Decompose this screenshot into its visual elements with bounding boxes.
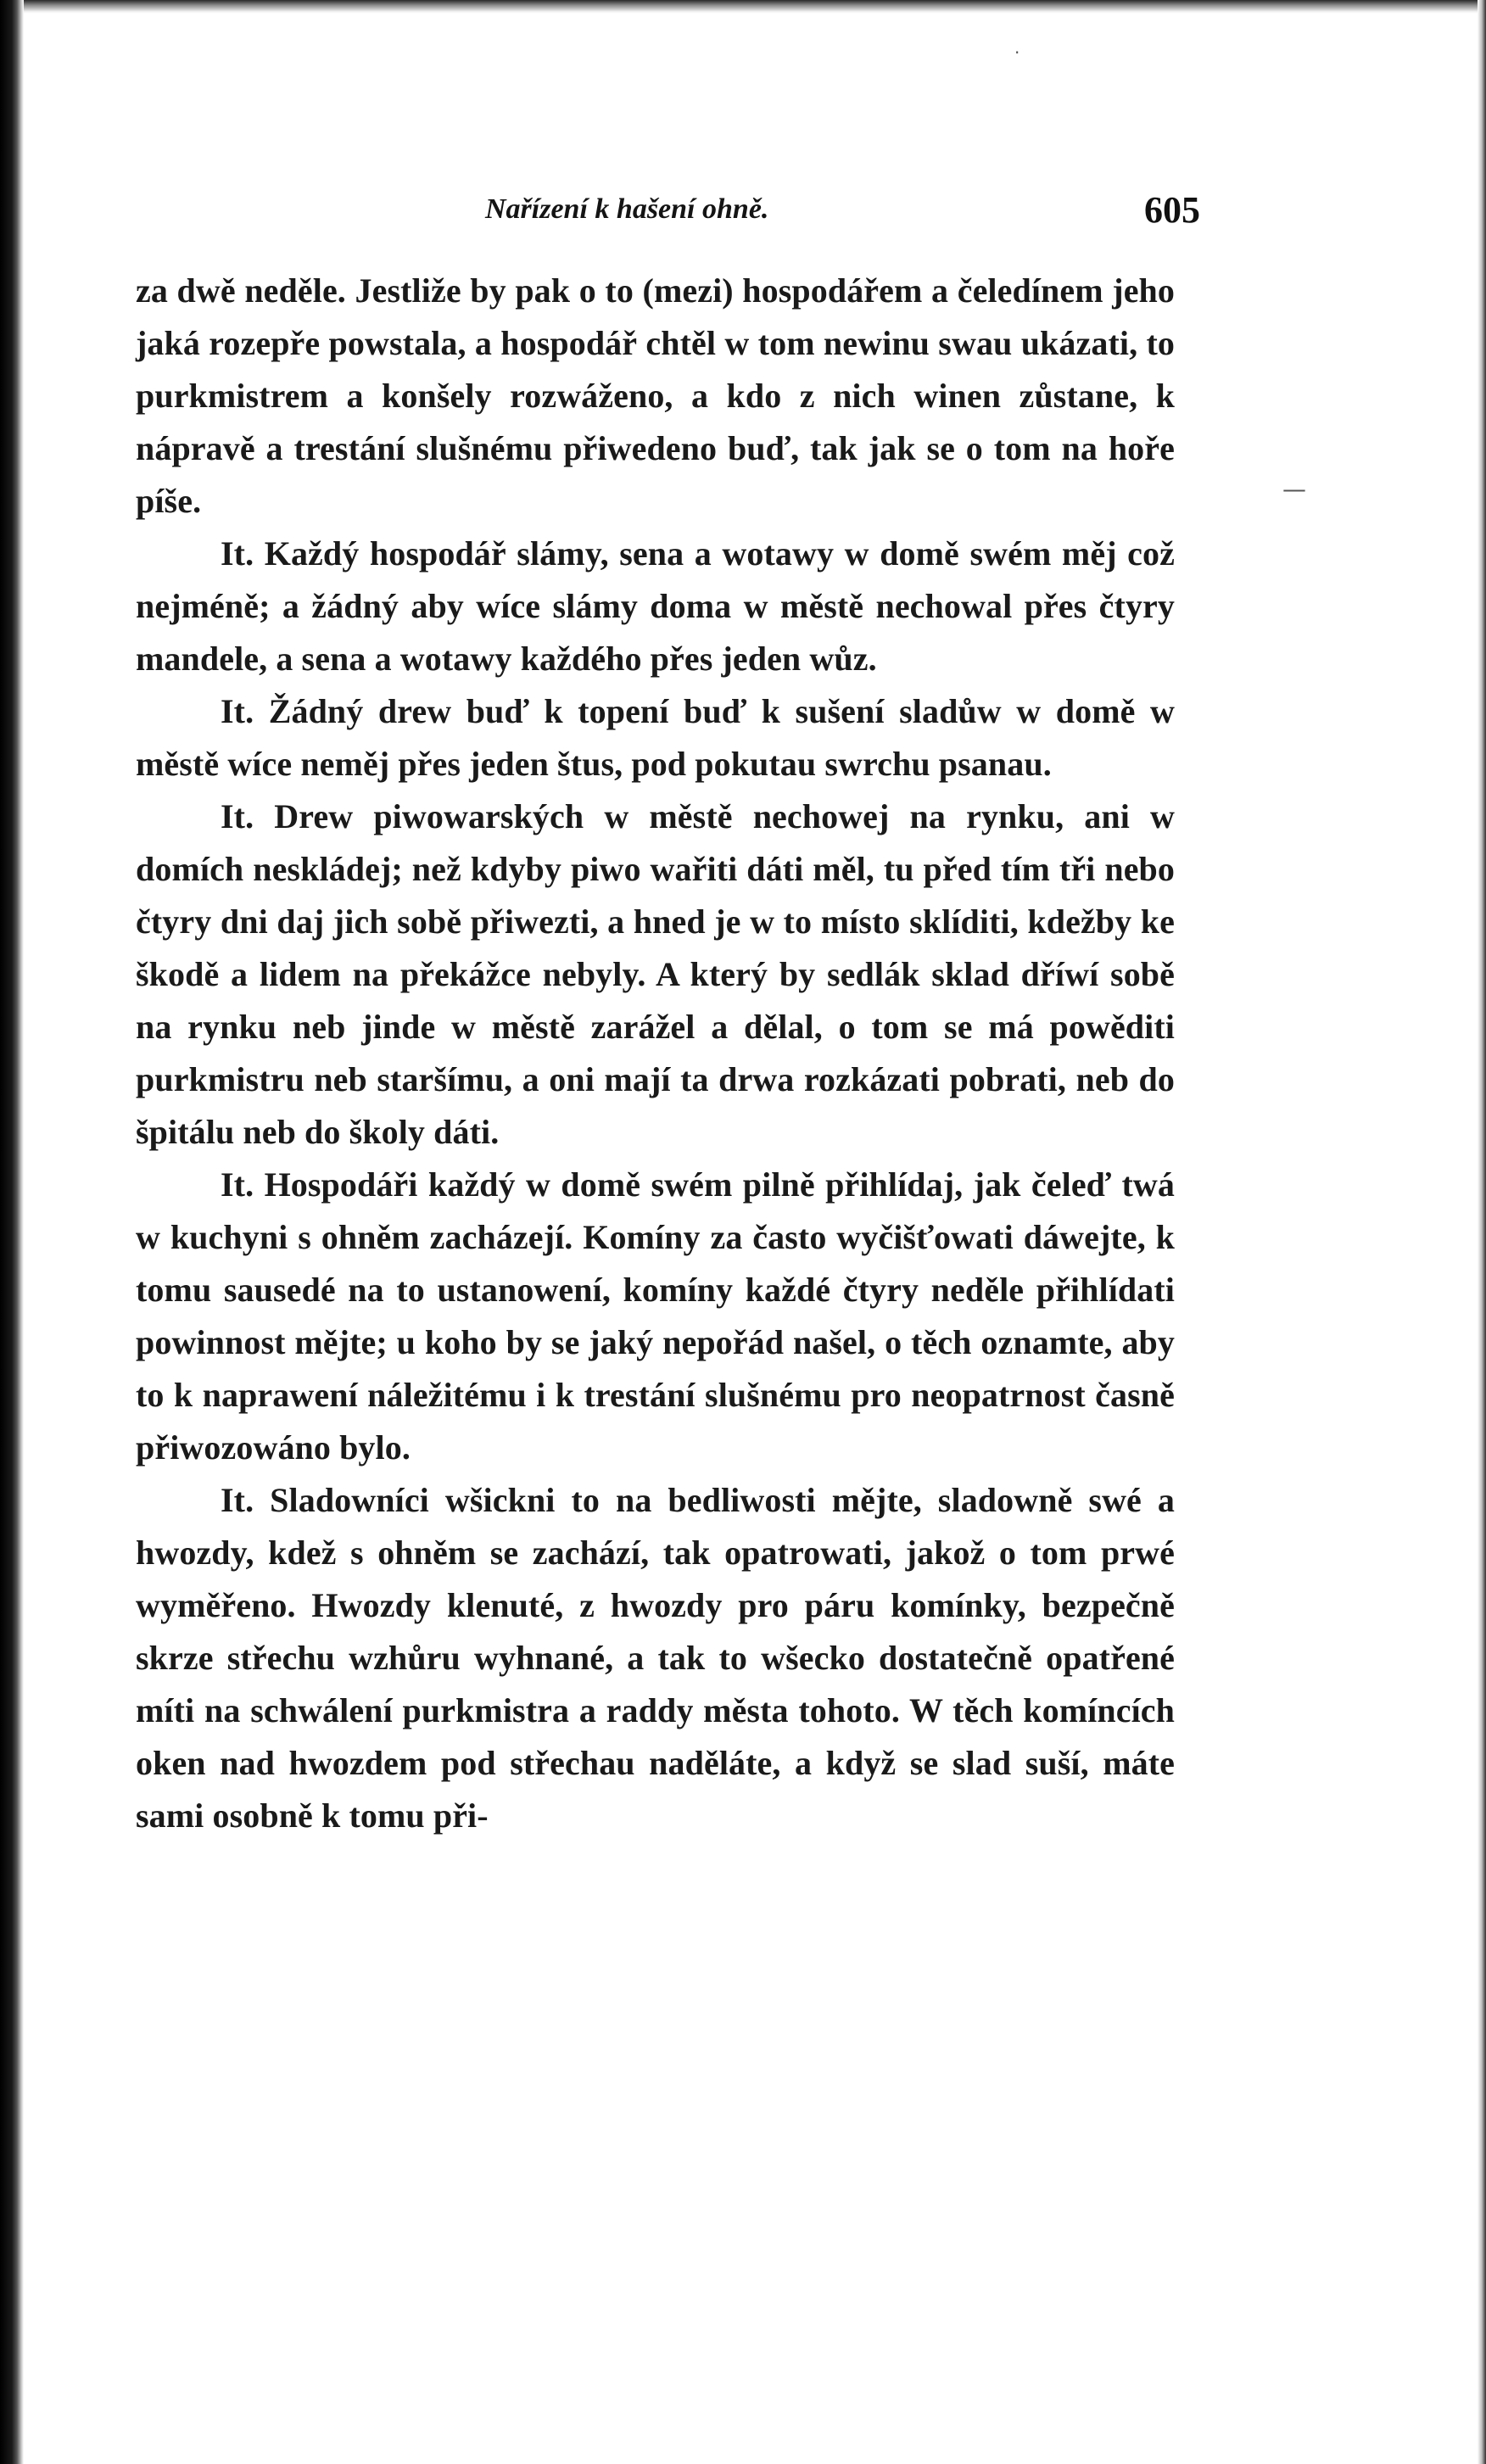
scan-edge-top [0, 0, 1486, 14]
paragraph-continuation: za dwě neděle. Jestliže by pak o to (mezi) hospodářem a čeledínem jeho jaká rozepře powstala, a hospodář chtěl w tom newinu swau ukázati, to purkmistrem a konšely rozwáženo, a kdo z nich winen zůstane, k nápravě a trestání slušnému přiwedeno buď, tak jak se o tom na hoře píše. [136, 271, 1175, 520]
page-number: 605 [1144, 189, 1200, 231]
scan-speck: · [1014, 42, 1020, 63]
paragraph-firewood: It. Žádný drew buď k topení buď k sušení sladůw w domě w městě wíce neměj přes jeden štus, pod pokutau swrchu psanau. [136, 692, 1175, 783]
running-title: Nařízení k hašení ohně. [485, 193, 769, 225]
scan-edge-left [0, 0, 24, 2464]
scan-edge-right [1478, 0, 1486, 2464]
body-text [136, 265, 1175, 1842]
paragraph-chimneys: It. Hospodáři každý w domě swém pilně přihlídaj, jak čeleď twá w kuchyni s ohněm zacházejí. Komíny za často wyčišťowati dáwejte, k tomu sausedé na to ustanowení, komíny každé čtyry neděle přihlídati powinnost mějte; u koho by se jaký nepořád našel, o těch oznamte, aby to k naprawení náležitému i k trestání slušnému pro neopatrnost časně přiwozowáno bylo. [136, 1165, 1175, 1467]
paragraph-brewery-wood: It. Drew piwowarských w městě nechowej na rynku, ani w domích neskládej; než kdyby piwo wařiti dáti měl, tu před tím tři nebo čtyry dni daj jich sobě přiwezti, a hned je w to místo sklíditi, kdežby ke škodě a lidem na překážce nebyly. A který by sedlák sklad dříwí sobě na rynku neb jinde w městě zarážel a dělal, o tom se má powěditi purkmistru neb staršímu, a oni mají ta drwa rozkázati pobrati, neb do špitálu neb do školy dáti. [136, 797, 1175, 1151]
page-header [136, 188, 1200, 248]
scan-speck: — [1282, 475, 1306, 503]
paragraph-maltsters: It. Sladowníci wšickni to na bedliwosti mějte, sladowně swé a hwozdy, kdež s ohněm se zachází, tak opatrowati, jakož o tom prwé wyměřeno. Hwozdy klenuté, z hwozdy pro páru komínky, bezpečně skrze střechu wzhůru wyhnané, a tak to wšecko dostatečně opatřené míti na schwálení purkmistra a raddy města tohoto. W těch komíncích oken nad hwozdem pod střechau naděláte, a když se slad suší, máte sami osobně k tomu při- [136, 1481, 1175, 1835]
paragraph-straw-hay: It. Každý hospodář slámy, sena a wotawy w domě swém měj což nejméně; a žádný aby wíce slámy doma w městě nechowal přes čtyry mandele, a sena a wotawy každého přes jeden wůz. [136, 534, 1175, 678]
book-page [136, 188, 1200, 1842]
